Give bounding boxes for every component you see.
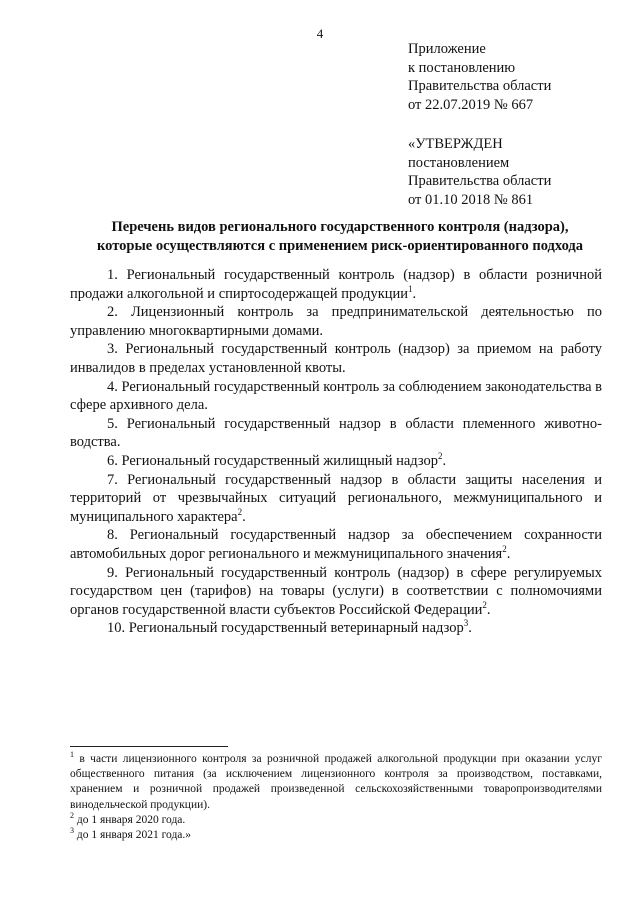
list-item <box>70 619 602 638</box>
approved-line: постановлением <box>408 154 510 171</box>
list-item <box>70 266 602 303</box>
footnote-divider <box>70 746 228 747</box>
item-text: 10. Региональный государственный ветеринарный надзор <box>107 620 464 637</box>
footnotes <box>70 752 602 843</box>
appendix-line: Приложение <box>408 41 486 57</box>
item-tail: . <box>486 601 491 618</box>
list-item <box>70 415 602 452</box>
list-item <box>70 303 602 340</box>
footnote-ref: 2 <box>438 451 443 462</box>
item-text: 1. Региональный государственный контроль (надзор) в области розничной продажи алкогольной и спиртосодержащей продукции <box>70 267 602 302</box>
footnote-mark: 1 <box>70 750 74 760</box>
footnote <box>70 810 602 828</box>
list-item <box>70 340 602 377</box>
title-line: которые осуществляются с применением риск-ориентированного подхода <box>96 237 583 254</box>
item-tail: . <box>242 508 246 525</box>
footnote <box>70 752 602 813</box>
item-text: 5. Региональный государственный надзор в области племенного животноводства. <box>70 415 602 451</box>
document-title <box>60 218 620 255</box>
list-item <box>70 378 602 415</box>
list-item <box>70 471 602 527</box>
footnote-ref: 2 <box>502 544 507 555</box>
approved-block <box>408 135 628 209</box>
approved-line: от 01.10 2018 № 861 <box>408 191 534 208</box>
item-tail: . <box>442 452 447 469</box>
footnote <box>70 828 602 843</box>
list-item <box>70 564 602 620</box>
footnote-mark: 2 <box>70 810 74 820</box>
item-tail: . <box>412 285 417 302</box>
footnote-ref: 1 <box>408 283 413 294</box>
item-text: 2. Лицензионный контроль за предпринимательской деятельностью по управлению многоквартирными домами. <box>70 304 602 339</box>
title-line: Перечень видов регионального государственного контроля (надзора), <box>111 219 569 235</box>
footnote-text: в части лицензионного контроля за розничной продажей алкогольной продукции при оказании услуг общественного питания (за исключением лицензионного контроля за производством, поставками, хранением и розничной продажей произведенной сельскохозяйственными товаропроизводителями винодельческой продукции). <box>70 753 602 811</box>
item-text: 8. Региональный государственный надзор за обеспечением сохранности автомобильных дорог регионального и межмуниципального значения <box>70 527 602 562</box>
item-text: 4. Региональный государственный контроль за соблюдением законодательства в сфере архивного дела. <box>70 378 602 414</box>
approved-line: Правительства области <box>408 173 552 189</box>
footnote-text: до 1 января 2021 года.» <box>74 829 192 842</box>
footnote-ref: 3 <box>463 618 469 629</box>
footnote-ref: 2 <box>482 599 487 610</box>
item-text: 6. Региональный государственный жилищный надзор <box>107 452 439 469</box>
footnote-text: до 1 января 2020 года. <box>74 813 186 826</box>
item-tail: . <box>506 545 511 562</box>
approved-line: «УТВЕРЖДЕН <box>408 136 503 152</box>
appendix-block <box>408 40 628 114</box>
footnote-mark: 3 <box>70 826 74 836</box>
item-text: 7. Региональный государственный надзор в области защиты населения и территорий от чрезвычайных ситуаций регионального, межмуниципального и муниципального характера <box>70 471 602 525</box>
footnote-ref: 2 <box>237 506 243 517</box>
appendix-line: от 22.07.2019 № 667 <box>408 96 534 113</box>
page-number: 4 <box>316 26 324 41</box>
appendix-line: Правительства области <box>408 78 552 94</box>
item-text: 3. Региональный государственный контроль (надзор) за приемом на работу инвалидов в пределах установленной квоты. <box>70 341 602 376</box>
appendix-line: к постановлению <box>408 59 516 76</box>
item-text: 9. Региональный государственный контроль (надзор) в сфере регулируемых государством цен (тарифов) на товары (услуги) в соответствии с полномочиями органов государственной власти субъектов Российской Федерации <box>70 564 602 618</box>
list-item <box>70 526 602 563</box>
control-list <box>70 266 602 638</box>
item-tail: . <box>468 620 472 637</box>
list-item <box>70 452 602 471</box>
